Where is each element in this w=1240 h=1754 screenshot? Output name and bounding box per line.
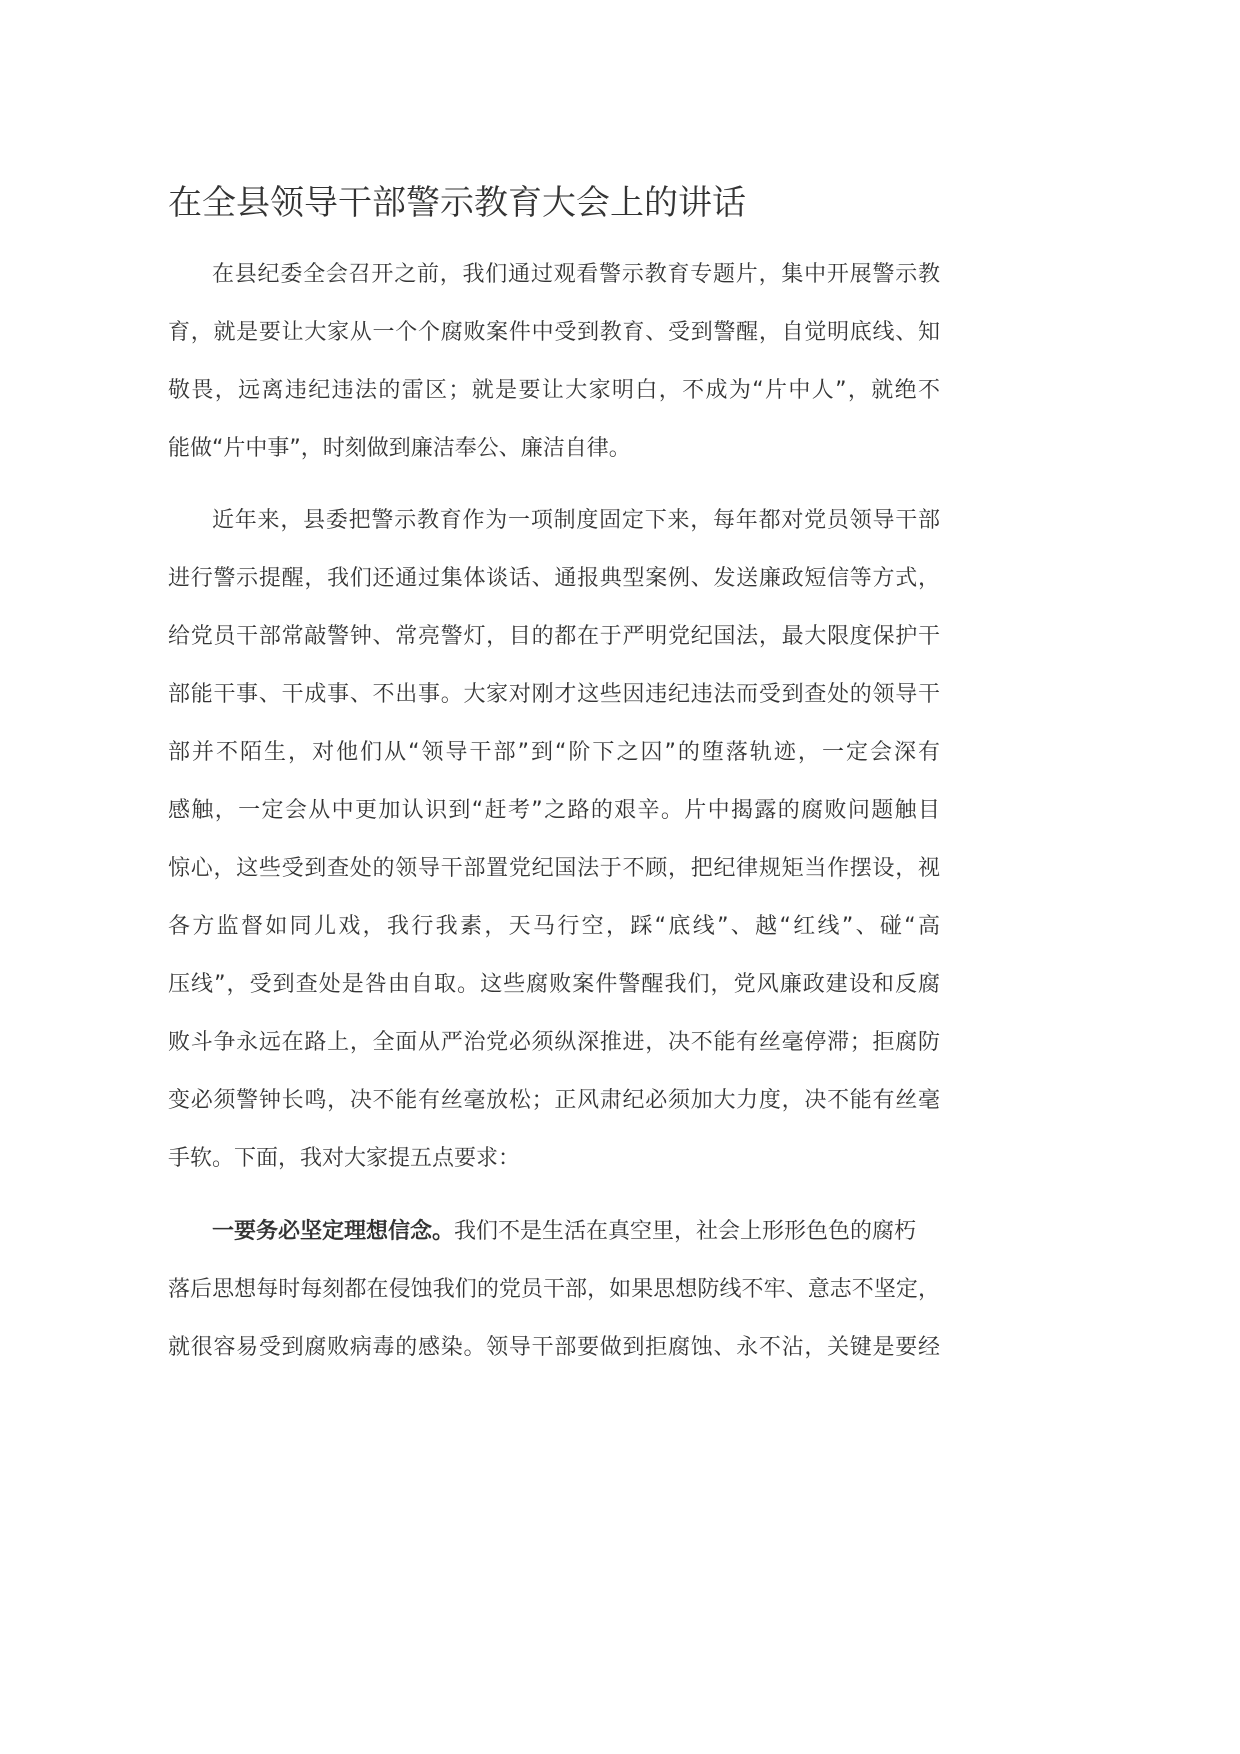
paragraph-3 (168, 1203, 940, 1377)
text-line: 敬畏，远离违纪违法的雷区；就是要让大家明白，不成为“片中人”，就绝不 (168, 378, 940, 403)
text-line: 就很容易受到腐败病毒的感染。领导干部要做到拒腐蚀、永不沾，关键是要经 (168, 1335, 940, 1360)
text-line: 部并不陌生，对他们从“领导干部”到“阶下之囚”的堕落轨迹，一定会深有 (168, 740, 940, 765)
text-line: 压线”，受到查处是咎由自取。这些腐败案件警醒我们，党风廉政建设和反腐 (168, 972, 940, 997)
text-line: 感触，一定会从中更加认识到“赶考”之路的艰辛。片中揭露的腐败问题触目 (168, 798, 940, 823)
text-line: 部能干事、干成事、不出事。大家对刚才这些因违纪违法而受到查处的领导干 (168, 682, 940, 707)
text-line: 育，就是要让大家从一个个腐败案件中受到教育、受到警醒，自觉明底线、知 (168, 320, 940, 345)
text-line: 各方监督如同儿戏，我行我素，天马行空，踩“底线”、越“红线”、碰“高 (168, 914, 940, 939)
paragraph-heading: 一要务必坚定理想信念。 (212, 1219, 455, 1244)
paragraph-2 (168, 492, 940, 1188)
text-line (168, 1203, 940, 1261)
text-line: 近年来，县委把警示教育作为一项制度固定下来，每年都对党员领导干部 (212, 508, 940, 533)
text-line: 能做“片中事”，时刻做到廉洁奉公、廉洁自律。 (168, 436, 631, 461)
text-line: 落后思想每时每刻都在侵蚀我们的党员干部，如果思想防线不牢、意志不坚定， (168, 1277, 940, 1302)
document-title: 在全县领导干部警示教育大会上的讲话 (168, 183, 746, 223)
text-line: 在县纪委全会召开之前，我们通过观看警示教育专题片，集中开展警示教 (212, 262, 940, 287)
text-span: 我们不是生活在真空里，社会上形形色色的腐朽 (454, 1219, 917, 1244)
text-line: 给党员干部常敲警钟、常亮警灯，目的都在于严明党纪国法，最大限度保护干 (168, 624, 940, 649)
text-line: 惊心，这些受到查处的领导干部置党纪国法于不顾，把纪律规矩当作摆设，视 (168, 856, 940, 881)
text-line: 变必须警钟长鸣，决不能有丝毫放松；正风肃纪必须加大力度，决不能有丝毫 (168, 1088, 940, 1113)
text-line: 进行警示提醒，我们还通过集体谈话、通报典型案例、发送廉政短信等方式， (168, 566, 940, 591)
text-line: 败斗争永远在路上，全面从严治党必须纵深推进，决不能有丝毫停滞；拒腐防 (168, 1030, 940, 1055)
text-line: 手软。下面，我对大家提五点要求： (168, 1146, 521, 1171)
paragraph-1 (168, 246, 940, 478)
